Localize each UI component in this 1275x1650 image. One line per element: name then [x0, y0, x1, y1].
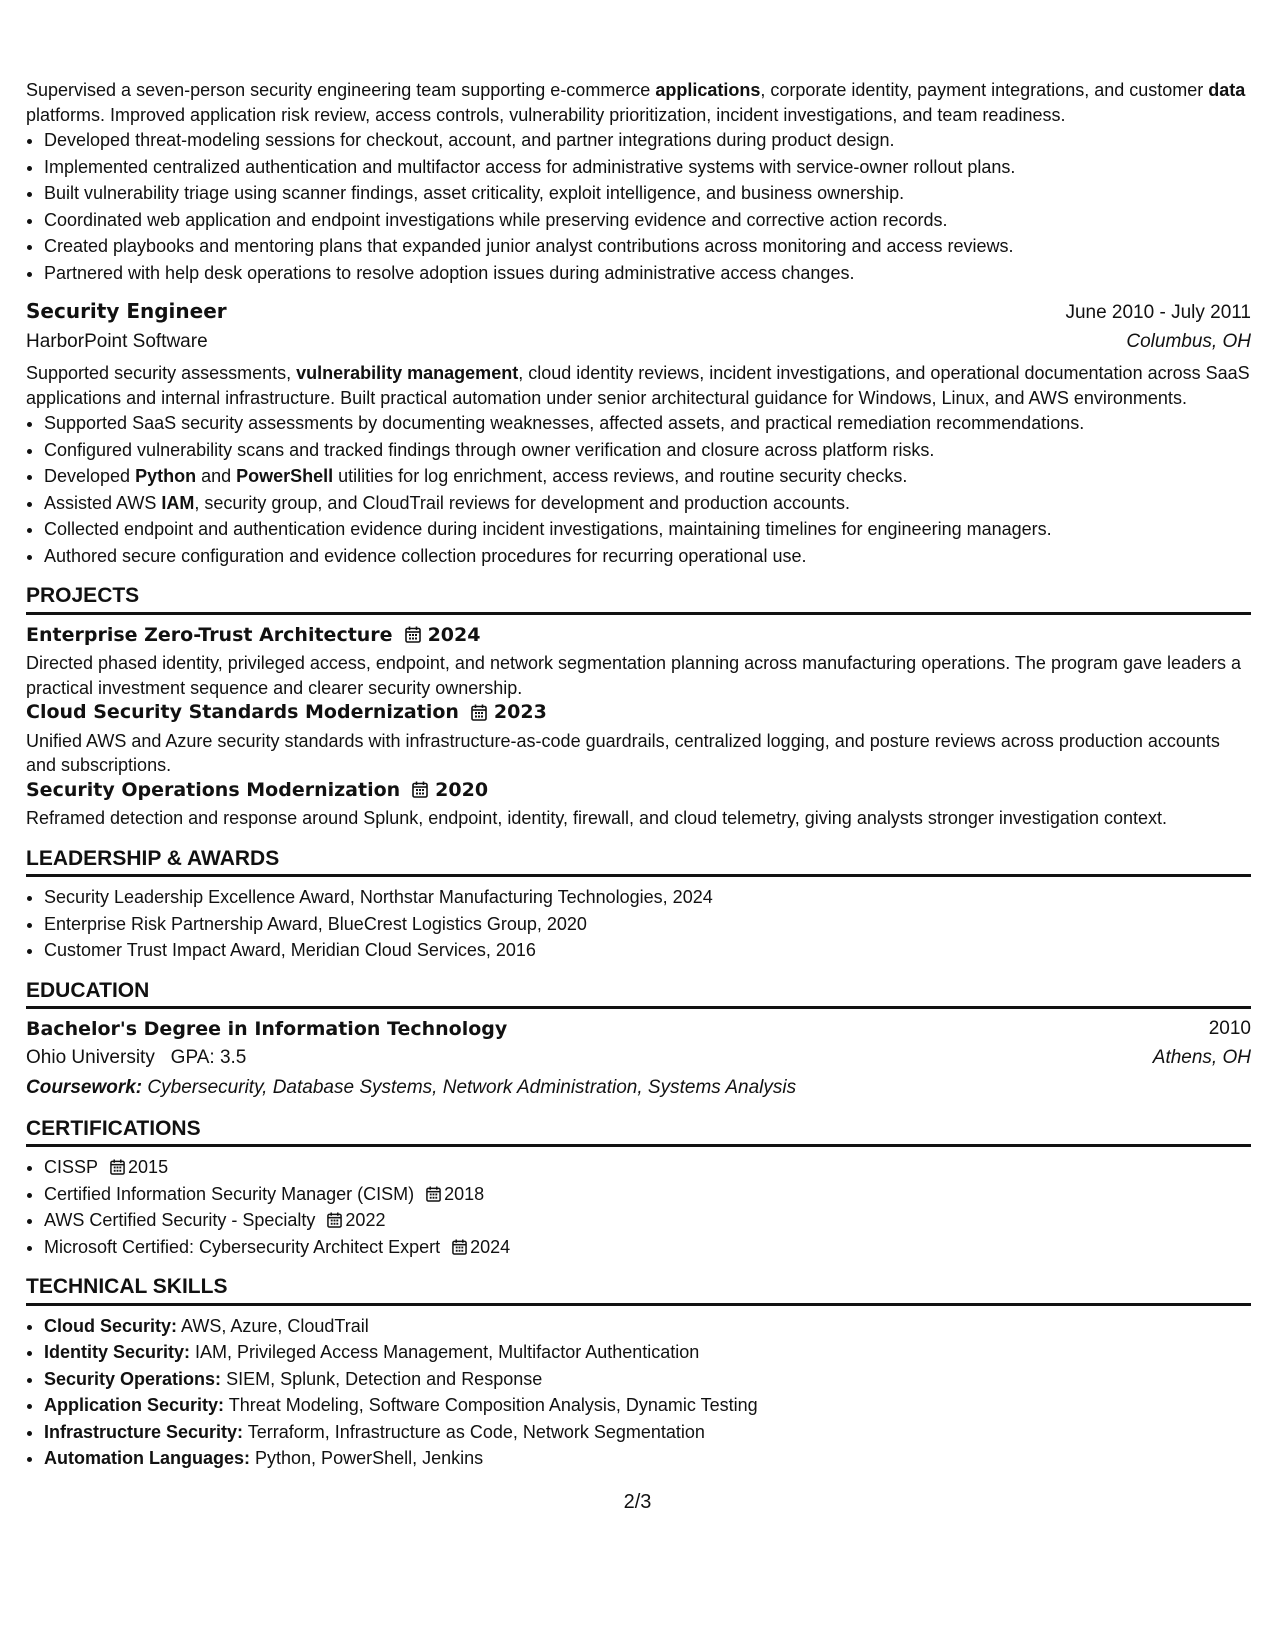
text-run: Supported SaaS security assessments by documenting weaknesses, affected assets, and practical remediation recommendations. — [44, 413, 1085, 433]
cert-name: CISSP — [44, 1157, 99, 1177]
emphasis-text: data — [1208, 80, 1246, 100]
list-item — [44, 1155, 1251, 1180]
list-item — [44, 234, 1251, 259]
calendar-icon — [412, 781, 428, 798]
skill-value: Terraform, Infrastructure as Code, Network Segmentation — [247, 1421, 705, 1442]
project-year: 2023 — [493, 701, 547, 723]
project-year: 2024 — [427, 623, 481, 646]
role-bullets — [26, 411, 1251, 568]
list-item — [44, 517, 1251, 542]
project-name: Security Operations Modernization — [26, 778, 401, 801]
text-run: Built vulnerability triage using scanner findings, asset criticality, exploit intelligence, and business ownership. — [44, 183, 905, 203]
text-run: , security group, and CloudTrail reviews for development and production accounts. — [194, 492, 851, 513]
list-item — [44, 1314, 1251, 1339]
role-title: Security Engineer — [26, 299, 227, 323]
text-run: Developed threat-modeling sessions for checkout, account, and partner integrations during product design. — [44, 130, 895, 150]
skill-label: Identity Security: — [44, 1342, 191, 1362]
coursework — [26, 1076, 1251, 1101]
skill-label: Automation Languages: — [44, 1448, 250, 1468]
text-run: platforms. Improved application risk review, access controls, vulnerability prioritization, incident investigations, and team readiness. — [26, 104, 1066, 125]
text-run: , cloud identity reviews, incident investigations, and operational documentation across SaaS applications and internal infrastructure. Built practical automation under senior architectural guidance for Windows, Linux, and AWS environments. — [26, 363, 1250, 408]
emphasis-text: applications — [655, 80, 761, 100]
project-year: 2020 — [435, 778, 489, 801]
skill-value: IAM, Privileged Access Management, Multifactor Authentication — [195, 1342, 700, 1362]
degree-title: Bachelor's Degree in Information Technology — [26, 1018, 508, 1040]
education-subheader — [26, 1046, 1251, 1071]
role-dates: June 2010 - July 2011 — [1065, 302, 1251, 323]
section-title-certifications: CERTIFICATIONS — [26, 1117, 1251, 1148]
list-item — [44, 1446, 1251, 1471]
skill-value: Python, PowerShell, Jenkins — [255, 1448, 484, 1468]
calendar-icon — [110, 1159, 125, 1175]
skill-label: Application Security: — [44, 1395, 225, 1415]
list-item — [44, 491, 1251, 516]
role-summary — [26, 78, 1251, 127]
emphasis-text: Python — [135, 466, 197, 486]
resume-page — [26, 78, 1251, 1473]
cert-name: Certified Information Security Manager (CISM) — [44, 1183, 415, 1204]
cert-name: AWS Certified Security - Specialty — [44, 1210, 316, 1230]
awards-list — [26, 885, 1251, 963]
project-description: Unified AWS and Azure security standards with infrastructure-as-code guardrails, centralized logging, and posture reviews across production accounts and subscriptions. — [26, 730, 1220, 775]
project-name: Enterprise Zero-Trust Architecture — [26, 623, 393, 646]
project-description: Directed phased identity, privileged access, endpoint, and network segmentation planning across manufacturing operations. The program gave leaders a practical investment sequence and clearer security ownership. — [26, 653, 1242, 698]
list-item — [44, 128, 1251, 153]
skill-value: AWS, Azure, CloudTrail — [181, 1315, 369, 1336]
role-bullets — [26, 128, 1251, 285]
list-item: • Customer Trust Impact Award, Meridian Cloud Services, 2016 — [44, 938, 1251, 963]
project-item — [26, 623, 1251, 701]
text-run: Implemented centralized authentication and multifactor access for administrative systems with service-owner rollout plans. — [44, 156, 1016, 177]
cert-year: 2022 — [345, 1210, 386, 1230]
role-location: Columbus, OH — [1126, 330, 1251, 352]
list-item — [44, 544, 1251, 569]
list-item — [44, 1393, 1251, 1418]
section-title-awards: LEADERSHIP & AWARDS — [26, 847, 1251, 878]
coursework-label: Coursework: — [26, 1077, 143, 1098]
calendar-icon — [471, 704, 487, 721]
section-title-education: EDUCATION — [26, 979, 1251, 1010]
text-run: Collected endpoint and authentication evidence during incident investigations, maintaining timelines for engineering managers. — [44, 519, 1052, 539]
list-item — [44, 464, 1251, 489]
cert-year: 2015 — [128, 1157, 169, 1177]
list-item: • Security Leadership Excellence Award, Northstar Manufacturing Technologies, 2024 — [44, 885, 1251, 910]
list-item — [44, 1182, 1251, 1207]
school-location: Athens, OH — [1152, 1046, 1251, 1068]
project-description: Reframed detection and response around Splunk, endpoint, identity, firewall, and cloud telemetry, giving analysts stronger investigation context. — [26, 808, 1167, 828]
coursework-list: Cybersecurity, Database Systems, Network Administration, Systems Analysis — [147, 1077, 797, 1098]
skill-label: Cloud Security: — [44, 1315, 178, 1336]
text-run: Developed — [44, 466, 136, 486]
skill-label: Security Operations: — [44, 1368, 222, 1389]
text-run: Authored secure configuration and evidence collection procedures for recurring operational use. — [44, 545, 807, 566]
cert-year: 2024 — [470, 1236, 511, 1257]
skills-list — [26, 1314, 1251, 1471]
list-item — [44, 155, 1251, 180]
projects-list — [26, 623, 1251, 831]
page-number: 2/3 — [623, 1491, 652, 1513]
list-item — [44, 181, 1251, 206]
text-run: Supported security assessments, — [26, 363, 297, 383]
company-name: HarborPoint Software — [26, 330, 208, 352]
list-item — [44, 1420, 1251, 1445]
project-item — [26, 700, 1251, 778]
list-item — [44, 411, 1251, 436]
list-item — [44, 438, 1251, 463]
emphasis-text: IAM — [161, 492, 195, 513]
list-item — [44, 208, 1251, 233]
list-item — [44, 1340, 1251, 1365]
skill-value: SIEM, Splunk, Detection and Response — [226, 1368, 543, 1389]
text-run: Partnered with help desk operations to resolve adoption issues during administrative access changes. — [44, 262, 855, 283]
gpa: GPA: 3.5 — [170, 1046, 247, 1068]
role-summary — [26, 361, 1251, 410]
text-run: , corporate identity, payment integrations, and customer — [760, 80, 1209, 100]
skill-value: Threat Modeling, Software Composition Analysis, Dynamic Testing — [228, 1395, 758, 1415]
project-name: Cloud Security Standards Modernization — [26, 701, 459, 723]
list-item — [44, 1208, 1251, 1233]
section-title-projects: PROJECTS — [26, 584, 1251, 615]
skill-label: Infrastructure Security: — [44, 1421, 244, 1442]
text-run: Supervised a seven-person security engineering team supporting e-commerce — [26, 80, 656, 100]
cert-name: Microsoft Certified: Cybersecurity Architect Expert — [44, 1236, 441, 1257]
emphasis-text: vulnerability management — [296, 363, 519, 383]
calendar-icon — [327, 1212, 342, 1228]
cert-year: 2018 — [444, 1183, 485, 1204]
school-name: Ohio University — [26, 1046, 155, 1068]
role-header — [26, 299, 1251, 326]
list-item: • Enterprise Risk Partnership Award, BlueCrest Logistics Group, 2020 — [44, 912, 1251, 937]
emphasis-text: PowerShell — [236, 466, 334, 486]
text-run: utilities for log enrichment, access reviews, and routine security checks. — [333, 466, 908, 486]
certifications-list — [26, 1155, 1251, 1259]
graduation-year: 2010 — [1208, 1018, 1251, 1039]
section-title-skills: TECHNICAL SKILLS — [26, 1275, 1251, 1306]
list-item — [44, 1235, 1251, 1260]
text-run: Assisted AWS — [44, 492, 162, 513]
calendar-icon — [405, 626, 421, 643]
text-run: Coordinated web application and endpoint investigations while preserving evidence and corrective action records. — [44, 209, 948, 230]
project-item — [26, 778, 1251, 831]
text-run: Created playbooks and mentoring plans that expanded junior analyst contributions across monitoring and access reviews. — [44, 236, 1014, 256]
text-run: Configured vulnerability scans and tracked findings through owner verification and closure across platform risks. — [44, 439, 935, 460]
calendar-icon — [426, 1186, 441, 1202]
role-subheader — [26, 330, 1251, 355]
list-item — [44, 1367, 1251, 1392]
calendar-icon — [452, 1239, 467, 1255]
text-run: and — [196, 466, 237, 486]
list-item — [44, 261, 1251, 286]
education-header — [26, 1017, 1251, 1042]
